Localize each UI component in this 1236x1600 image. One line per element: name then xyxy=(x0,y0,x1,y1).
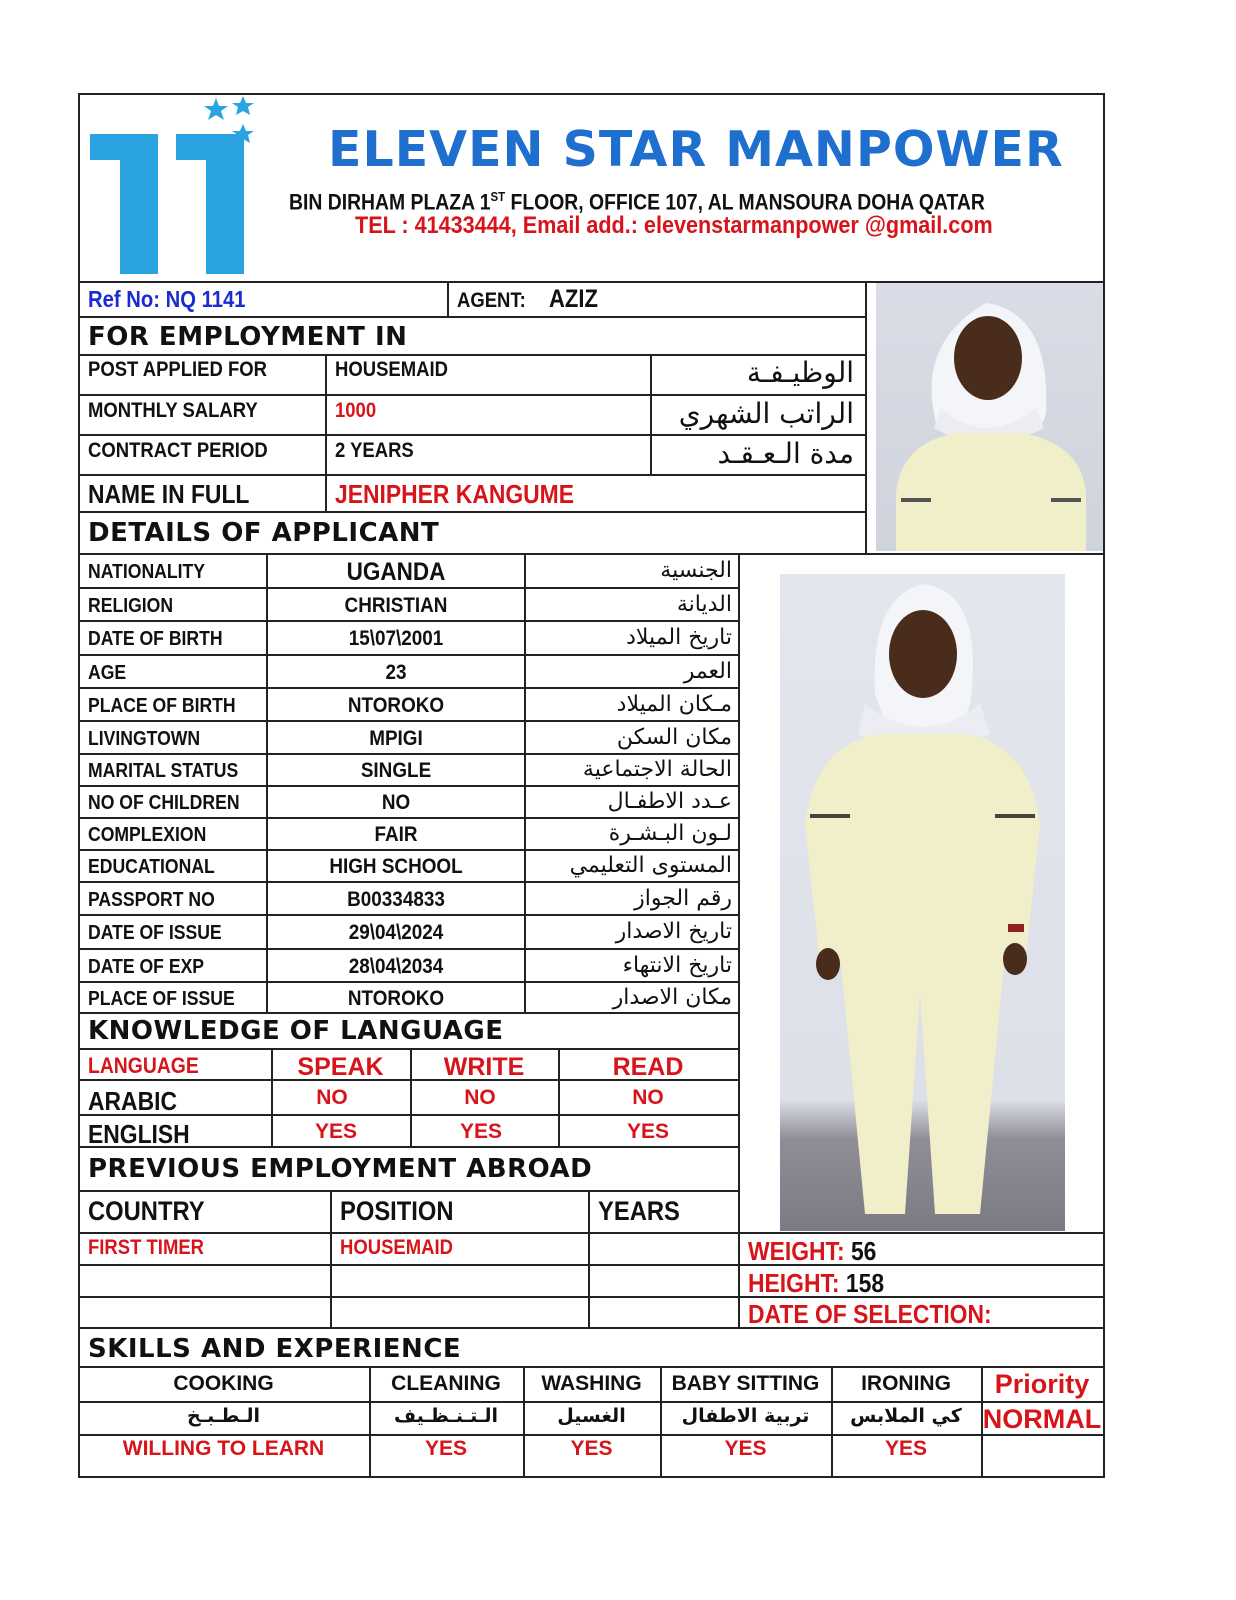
height-field xyxy=(748,1268,884,1298)
skill-name: BABY SITTING xyxy=(671,1372,820,1395)
detail-label: COMPLEXION xyxy=(88,824,207,846)
detail-value: 28\04\2034 xyxy=(348,955,444,978)
language-name: ARABIC xyxy=(88,1086,177,1116)
language-section-title: KNOWLEDGE OF LANGUAGE xyxy=(88,1016,504,1046)
detail-value: UGANDA xyxy=(346,558,446,586)
language-speak-value: YES xyxy=(314,1120,358,1143)
language-header-language: LANGUAGE xyxy=(88,1053,199,1078)
company-address xyxy=(289,184,985,215)
detail-arabic: تاريخ الاصدار xyxy=(615,919,732,944)
previous-position-value: HOUSEMAID xyxy=(340,1236,453,1259)
detail-arabic: تاريخ الميلاد xyxy=(626,625,732,650)
detail-label: LIVINGTOWN xyxy=(88,728,201,750)
detail-arabic: العمر xyxy=(683,659,732,684)
detail-arabic: تاريخ الانتهاء xyxy=(622,953,732,978)
detail-arabic: الحالة الاجتماعية xyxy=(582,757,732,782)
priority-value: NORMAL xyxy=(982,1404,1102,1434)
detail-arabic: الديانة xyxy=(676,592,732,617)
detail-value: FAIR xyxy=(374,823,418,846)
detail-value: NTOROKO xyxy=(347,694,445,717)
detail-arabic: مكان الاصدار xyxy=(612,985,732,1010)
agent-label: AGENT: xyxy=(457,289,526,312)
detail-value: SINGLE xyxy=(360,759,432,782)
weight-label: WEIGHT: xyxy=(748,1236,845,1266)
ref-number: Ref No: NQ 1141 xyxy=(88,286,246,312)
skill-arabic: كي الملابس xyxy=(850,1405,962,1427)
skill-name: COOKING xyxy=(173,1372,274,1395)
detail-label: NATIONALITY xyxy=(88,561,205,583)
language-header-write: WRITE xyxy=(443,1053,525,1081)
detail-value: NO xyxy=(381,791,411,814)
detail-arabic: مكان السكن xyxy=(616,725,732,750)
detail-arabic: عـدد الاطفـال xyxy=(607,789,732,814)
applicant-portrait-photo xyxy=(876,283,1103,551)
employment-row-arabic: مدة الـعـقـد xyxy=(717,437,854,470)
detail-label: DATE OF BIRTH xyxy=(88,628,223,650)
priority-label: Priority xyxy=(994,1369,1090,1399)
company-name: ELEVEN STAR MANPOWER xyxy=(328,121,1064,178)
height-value: 158 xyxy=(845,1268,885,1298)
skill-value: YES xyxy=(884,1437,928,1460)
skill-value: YES xyxy=(570,1437,613,1460)
language-write-value: NO xyxy=(464,1086,496,1109)
skill-arabic: الـتـنـظـيف xyxy=(393,1405,499,1427)
employment-row-label: POST APPLIED FOR xyxy=(88,358,268,381)
details-section-title: DETAILS OF APPLICANT xyxy=(88,518,440,548)
agent-value: AZIZ xyxy=(549,285,598,313)
language-read-value: NO xyxy=(632,1086,664,1109)
detail-arabic: مـكان الميلاد xyxy=(616,692,732,717)
employment-row-arabic: الراتب الشهري xyxy=(678,397,854,430)
employment-row-value: HOUSEMAID xyxy=(335,358,448,381)
detail-label: PASSPORT NO xyxy=(88,889,215,911)
detail-label: DATE OF ISSUE xyxy=(88,922,222,944)
detail-value: MPIGI xyxy=(369,727,423,750)
weight-value: 56 xyxy=(850,1236,877,1266)
previous-header-country: COUNTRY xyxy=(88,1196,205,1226)
detail-value: B00334833 xyxy=(347,888,445,911)
previous-header-years: YEARS xyxy=(598,1196,680,1226)
detail-value: CHRISTIAN xyxy=(344,594,448,617)
previous-header-position: POSITION xyxy=(340,1196,454,1226)
language-header-speak: SPEAK xyxy=(297,1053,384,1081)
skill-value: YES xyxy=(724,1437,767,1460)
detail-value: 15\07\2001 xyxy=(348,627,444,650)
address-superscript: ST xyxy=(490,189,506,204)
language-write-value: YES xyxy=(459,1120,503,1143)
company-contact: TEL : 41433444, Email add.: elevenstarmanpower @gmail.com xyxy=(355,212,993,239)
detail-label: PLACE OF BIRTH xyxy=(88,695,236,717)
detail-value: HIGH SCHOOL xyxy=(329,855,463,878)
name-in-full-label: NAME IN FULL xyxy=(88,479,250,509)
skills-section-title: SKILLS AND EXPERIENCE xyxy=(88,1334,462,1364)
skill-arabic: الـطـبـخ xyxy=(186,1405,261,1427)
applicant-full-body-photo xyxy=(780,574,1065,1231)
address-part-2: FLOOR, OFFICE 107, AL MANSOURA DOHA QATAR xyxy=(505,189,985,215)
detail-value: 29\04\2024 xyxy=(348,921,444,944)
skill-name: CLEANING xyxy=(391,1372,501,1395)
language-read-value: YES xyxy=(626,1120,670,1143)
height-label: HEIGHT: xyxy=(748,1268,840,1298)
employment-row-label: CONTRACT PERIOD xyxy=(88,439,268,462)
detail-label: RELIGION xyxy=(88,595,174,617)
detail-arabic: المستوى التعليمي xyxy=(569,853,732,878)
address-part-1: BIN DIRHAM PLAZA 1 xyxy=(289,189,491,215)
skill-value: YES xyxy=(424,1437,468,1460)
detail-label: DATE OF EXP xyxy=(88,956,205,978)
detail-label: MARITAL STATUS xyxy=(88,760,239,782)
previous-employment-section-title: PREVIOUS EMPLOYMENT ABROAD xyxy=(88,1154,593,1184)
employment-section-title: FOR EMPLOYMENT IN xyxy=(88,322,408,352)
detail-label: PLACE OF ISSUE xyxy=(88,988,235,1010)
language-name: ENGLISH xyxy=(88,1119,190,1149)
employment-row-value: 2 YEARS xyxy=(335,439,414,462)
detail-label: AGE xyxy=(88,662,127,684)
previous-country-value: FIRST TIMER xyxy=(88,1236,205,1259)
detail-value: NTOROKO xyxy=(347,987,445,1010)
skill-value: WILLING TO LEARN xyxy=(122,1437,325,1460)
detail-arabic: لـون البـشـرة xyxy=(608,821,732,846)
employment-row-value: 1000 xyxy=(335,399,377,422)
date-of-selection-label: DATE OF SELECTION: xyxy=(748,1299,992,1329)
detail-arabic: الجنسية xyxy=(660,558,732,583)
weight-field xyxy=(748,1236,876,1266)
employment-row-label: MONTHLY SALARY xyxy=(88,399,258,422)
detail-label: EDUCATIONAL xyxy=(88,856,215,878)
language-speak-value: NO xyxy=(316,1086,348,1109)
skill-arabic: تربية الاطفال xyxy=(681,1405,810,1427)
detail-label: NO OF CHILDREN xyxy=(88,792,240,814)
skill-arabic: الغسيل xyxy=(557,1405,626,1427)
name-in-full-value: JENIPHER KANGUME xyxy=(335,479,575,509)
detail-arabic: رقم الجواز xyxy=(634,886,732,911)
language-header-read: READ xyxy=(612,1053,684,1081)
company-logo xyxy=(88,96,263,276)
employment-row-arabic: الوظيـفـة xyxy=(746,356,854,389)
skill-name: WASHING xyxy=(541,1372,642,1395)
skill-name: IRONING xyxy=(861,1372,951,1395)
detail-value: 23 xyxy=(385,661,407,684)
